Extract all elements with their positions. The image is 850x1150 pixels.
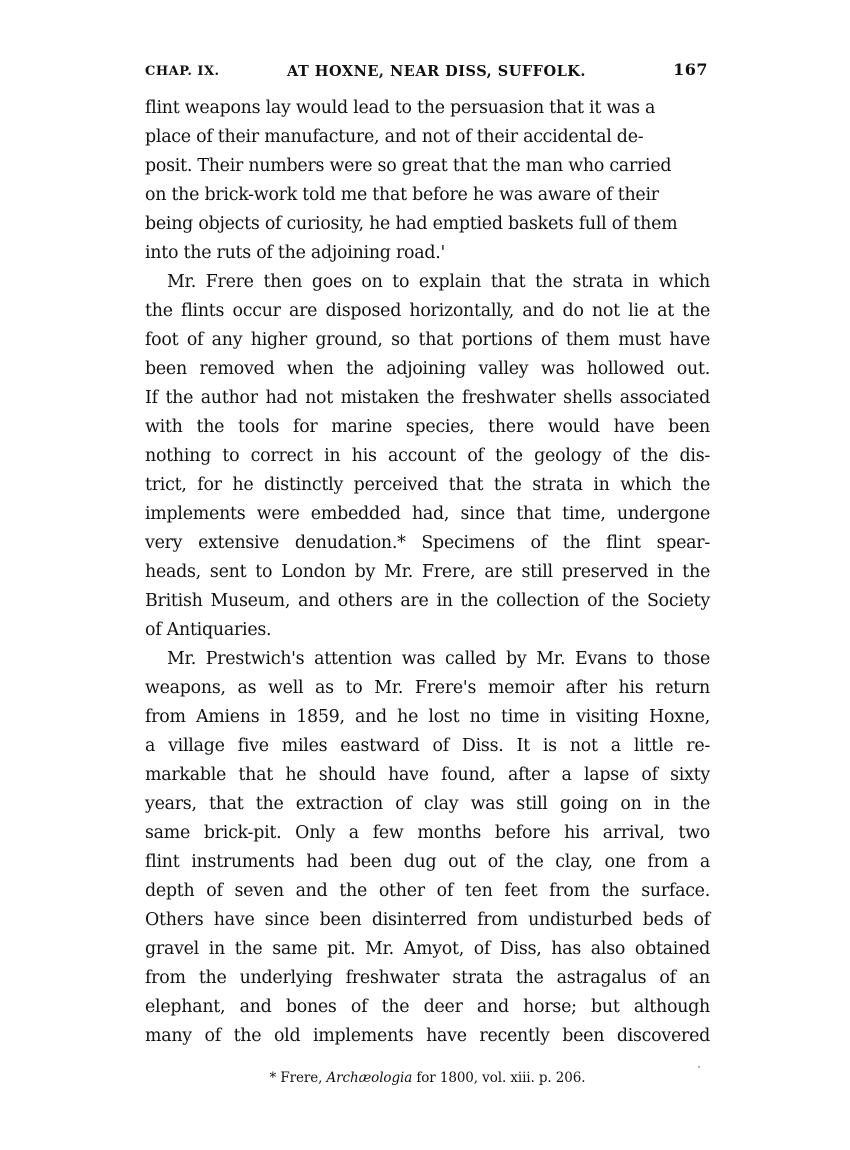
text-line: years, that the extraction of clay was still going on in the <box>145 794 710 814</box>
text-line: flint weapons lay would lead to the persuasion that it was a <box>145 98 656 118</box>
text-line: Mr. Prestwich's attention was called by Mr. Evans to those <box>167 649 710 669</box>
text-line: markable that he should have found, after a lapse of sixty <box>145 765 710 785</box>
text-line: weapons, as well as to Mr. Frere's memoir after his return <box>145 678 710 698</box>
text-line: been removed when the adjoining valley was hollowed out. <box>145 359 710 379</box>
paragraph <box>145 645 710 1051</box>
text-line: place of their manufacture, and not of their accidental de- <box>145 127 644 147</box>
text-line: heads, sent to London by Mr. Frere, are still preserved in the <box>145 562 710 582</box>
text-line: nothing to correct in his account of the geology of the dis- <box>145 446 710 466</box>
text-line: of Antiquaries. <box>145 620 272 640</box>
chapter-label: CHAP. IX. <box>145 64 220 79</box>
text-line: on the brick-work told me that before he was aware of their <box>145 185 659 205</box>
text-line: flint instruments had been dug out of the clay, one from a <box>145 852 710 872</box>
text-line: being objects of curiosity, he had emptied baskets full of them <box>145 214 678 234</box>
text-line: from Amiens in 1859, and he lost no time in visiting Hoxne, <box>145 707 710 727</box>
text-line: implements were embedded had, since that time, undergone <box>145 504 710 524</box>
footnote-author: Frere, <box>280 1070 323 1086</box>
footnote <box>145 1070 710 1086</box>
text-line: posit. Their numbers were so great that the man who carried <box>145 156 672 176</box>
text-line: gravel in the same pit. Mr. Amyot, of Diss, has also obtained <box>145 939 710 959</box>
paragraph <box>145 94 710 268</box>
text-line: foot of any higher ground, so that portions of them must have <box>145 330 710 350</box>
paragraph <box>145 268 710 645</box>
text-line: the flints occur are disposed horizontally, and do not lie at the <box>145 301 710 321</box>
text-line: same brick-pit. Only a few months before his arrival, two <box>145 823 710 843</box>
text-line: with the tools for marine species, there would have been <box>145 417 710 437</box>
text-line: Mr. Frere then goes on to explain that the strata in which <box>167 272 710 292</box>
text-line: trict, for he distinctly perceived that the strata in which the <box>145 475 710 495</box>
text-line: a village five miles eastward of Diss. It is not a little re- <box>145 736 710 756</box>
text-line: from the underlying freshwater strata the astragalus of an <box>145 968 710 988</box>
text-line: very extensive denudation.* Specimens of the flint spear- <box>145 533 710 553</box>
footnote-citation: for 1800, vol. xiii. p. 206. <box>416 1070 586 1086</box>
text-line: into the ruts of the adjoining road.' <box>145 243 446 263</box>
running-title: AT HOXNE, NEAR DISS, SUFFOLK. <box>287 63 586 80</box>
text-line: elephant, and bones of the deer and horse; but although <box>145 997 710 1017</box>
text-line: depth of seven and the other of ten feet from the surface. <box>145 881 710 901</box>
page-number: 167 <box>673 60 708 79</box>
body-text <box>145 94 710 1051</box>
text-line: If the author had not mistaken the freshwater shells associated <box>145 388 710 408</box>
print-speck <box>698 1066 700 1068</box>
running-head <box>145 60 710 84</box>
footnote-marker: * <box>269 1070 277 1086</box>
text-line: Others have since been disinterred from undisturbed beds of <box>145 910 710 930</box>
text-line: many of the old implements have recently been discovered <box>145 1026 710 1046</box>
footnote-work: Archæologia <box>326 1070 413 1086</box>
text-line: British Museum, and others are in the collection of the Society <box>145 591 710 611</box>
